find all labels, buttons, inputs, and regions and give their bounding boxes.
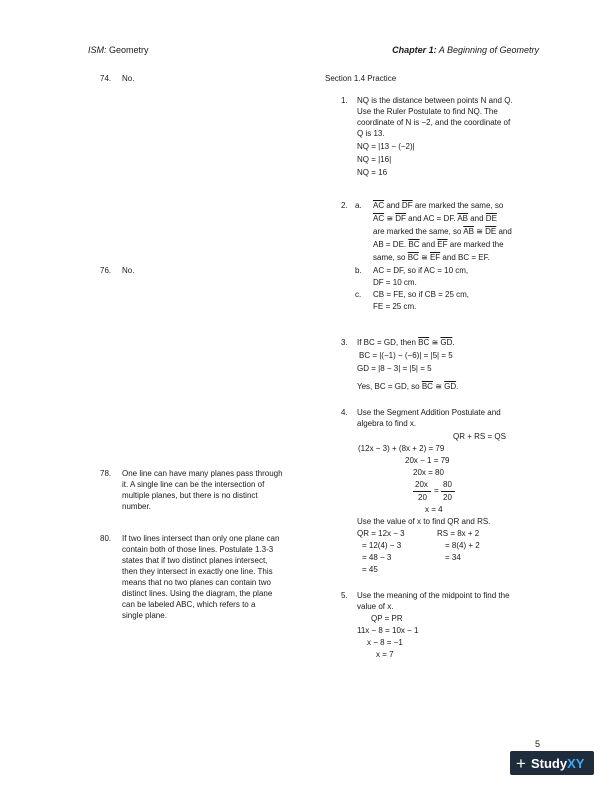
- text: .: [452, 338, 455, 347]
- instruction-line: Use the value of x to find QR and RS.: [357, 517, 491, 526]
- equation-line: x − 8 = −1: [367, 638, 403, 647]
- part-a-line: [373, 214, 497, 225]
- equation-line: QR + RS = QS: [453, 432, 506, 441]
- exercise-number: 76.: [100, 266, 112, 275]
- equation-line: 11x − 8 = 10x − 1: [357, 626, 419, 635]
- part-a-line: [373, 240, 504, 251]
- math-line: GD = |8 − 3| = |5| = 5: [357, 364, 432, 373]
- fraction-numerator-right: 80: [443, 480, 452, 489]
- text: If BC = GD, then: [357, 338, 419, 347]
- segment: $\overline{AC}$: [373, 214, 385, 223]
- problem-number: 4.: [341, 408, 348, 417]
- fraction-equals: =: [434, 486, 439, 495]
- header-chapter-title: A Beginning of Geometry: [436, 45, 539, 55]
- qr-line: = 12(4) − 3: [362, 541, 402, 550]
- fraction-denominator-left: 20: [418, 493, 427, 502]
- part-c-line: CB = FE, so if CB = 25 cm,: [373, 290, 470, 299]
- header-subject: Geometry: [106, 45, 149, 55]
- text: and AC = DF.: [405, 214, 458, 223]
- answer-line: states that if two distinct planes intersect,: [122, 556, 268, 565]
- part-c-line: FE = 25 cm.: [373, 302, 417, 311]
- problem-line: value of x.: [357, 602, 394, 611]
- equation-result: x = 4: [425, 505, 443, 514]
- rs-line: = 34: [445, 553, 461, 562]
- problem-line: [357, 338, 455, 349]
- part-b-line: AC = DF, so if AC = 10 cm,: [373, 266, 469, 275]
- exercise-number: 74.: [100, 74, 112, 83]
- text: Yes, BC = GD, so: [357, 382, 422, 391]
- plus-icon: +: [516, 753, 526, 773]
- text: ≅: [473, 227, 486, 236]
- equation-line: QP = PR: [371, 614, 403, 623]
- answer-line: number.: [122, 502, 151, 511]
- answer-line: then they intersect in exactly one line. This: [122, 567, 273, 576]
- fraction-denominator-right: 20: [443, 493, 452, 502]
- fraction-bar-left: [413, 491, 431, 492]
- equation-line: (12x − 3) + (8x + 2) = 79: [358, 444, 445, 453]
- answer-line: means that no two planes can contain two: [122, 578, 271, 587]
- header-right: [392, 45, 539, 55]
- text: AB = DE.: [373, 240, 409, 249]
- text: and: [384, 201, 402, 210]
- text: same, so: [373, 253, 408, 262]
- exercise-number: 80.: [100, 534, 112, 543]
- text: and: [496, 227, 512, 236]
- answer-line: distinct lines. Using the diagram, the plane: [122, 589, 273, 598]
- text: ≅: [429, 338, 441, 347]
- segment: $\overline{BC}$: [407, 253, 419, 262]
- problem-line: Use the meaning of the midpoint to find the: [357, 591, 510, 600]
- text: .: [456, 382, 459, 391]
- equation-line: 20x = 80: [413, 468, 444, 477]
- problem-number: 3.: [341, 338, 348, 347]
- text: are marked the: [447, 240, 504, 249]
- answer-line: multiple planes, but there is no distinct: [122, 491, 258, 500]
- math-line: NQ = |13 − (−2)|: [357, 142, 415, 151]
- qr-line: = 48 − 3: [362, 553, 392, 562]
- rs-line: RS = 8x + 2: [437, 529, 480, 538]
- part-label: a.: [355, 201, 362, 210]
- part-label: c.: [355, 290, 362, 299]
- math-line: BC = |(−1) − (−6)| = |5| = 5: [359, 351, 453, 360]
- math-line: NQ = 16: [357, 168, 388, 177]
- problem-line: NQ is the distance between points N and Q.: [357, 96, 513, 105]
- fraction-bar-right: [441, 491, 455, 492]
- part-a-line: [373, 227, 512, 238]
- exercise-answer: No.: [122, 74, 135, 83]
- segment: $\overline{DE}$: [485, 227, 497, 236]
- segment: $\overline{GD}$: [440, 338, 453, 347]
- text: are marked the same, so: [412, 201, 504, 210]
- text: ≅: [384, 214, 396, 223]
- section-title: Section 1.4 Practice: [325, 74, 397, 83]
- exercise-answer: No.: [122, 266, 135, 275]
- segment: $\overline{BC}$: [418, 338, 430, 347]
- qr-line: QR = 12x − 3: [357, 529, 405, 538]
- problem-line: algebra to find x.: [357, 419, 417, 428]
- logo-xy: XY: [567, 755, 585, 771]
- problem-line: Q is 13.: [357, 129, 385, 138]
- header-prefix: ISM:: [88, 45, 107, 55]
- header-chapter: Chapter 1:: [392, 45, 437, 55]
- rs-line: = 8(4) + 2: [445, 541, 480, 550]
- equation-line: x = 7: [376, 650, 394, 659]
- header-left: [88, 45, 149, 55]
- answer-line: single plane.: [122, 611, 167, 620]
- text: and: [468, 214, 486, 223]
- studyxy-logo[interactable]: [510, 751, 594, 775]
- part-a-line: [373, 201, 503, 212]
- segment: $\overline{AB}$: [457, 214, 468, 223]
- text: are marked the same, so: [373, 227, 464, 236]
- text: and: [419, 240, 438, 249]
- segment: $\overline{BC}$: [408, 240, 420, 249]
- logo-study: Study: [530, 755, 568, 771]
- equation-line: 20x − 1 = 79: [405, 456, 450, 465]
- answer-line: One line can have many planes pass through: [122, 469, 283, 478]
- problem-number: 5.: [341, 591, 348, 600]
- qr-line: = 45: [362, 565, 378, 574]
- segment: $\overline{EF}$: [429, 253, 441, 262]
- answer-line: If two lines intersect than only one plane can: [122, 534, 280, 543]
- problem-number: 2.: [341, 201, 348, 210]
- text: ≅: [432, 382, 445, 391]
- part-b-line: DF = 10 cm.: [373, 278, 417, 287]
- segment: $\overline{AB}$: [463, 227, 474, 236]
- problem-line: Use the Ruler Postulate to find NQ. The: [357, 107, 498, 116]
- text: ≅: [418, 253, 430, 262]
- exercise-number: 78.: [100, 469, 112, 478]
- segment: $\overline{EF}$: [437, 240, 448, 249]
- math-line: NQ = |16|: [357, 155, 392, 164]
- fraction-numerator-left: 20x: [415, 480, 428, 489]
- segment: $\overline{BC}$: [421, 382, 433, 391]
- segment: $\overline{DF}$: [401, 201, 413, 210]
- segment: $\overline{DE}$: [485, 214, 497, 223]
- text: and BC = EF.: [440, 253, 490, 262]
- answer-line: it. A single line can be the intersection of: [122, 480, 265, 489]
- segment: $\overline{AC}$: [373, 201, 385, 210]
- problem-number: 1.: [341, 96, 348, 105]
- part-label: b.: [355, 266, 362, 275]
- segment: $\overline{DF}$: [395, 214, 406, 223]
- segment: $\overline{GD}$: [444, 382, 457, 391]
- page-number: 5: [535, 739, 541, 749]
- conclusion-line: [357, 382, 458, 393]
- part-a-line: [373, 253, 490, 264]
- problem-line: Use the Segment Addition Postulate and: [357, 408, 501, 417]
- problem-line: coordinate of N is −2, and the coordinate of: [357, 118, 511, 127]
- answer-line: contain both of those lines. Postulate 1.3-3: [122, 545, 274, 554]
- answer-line: can be labeled ABC, which refers to a: [122, 600, 256, 609]
